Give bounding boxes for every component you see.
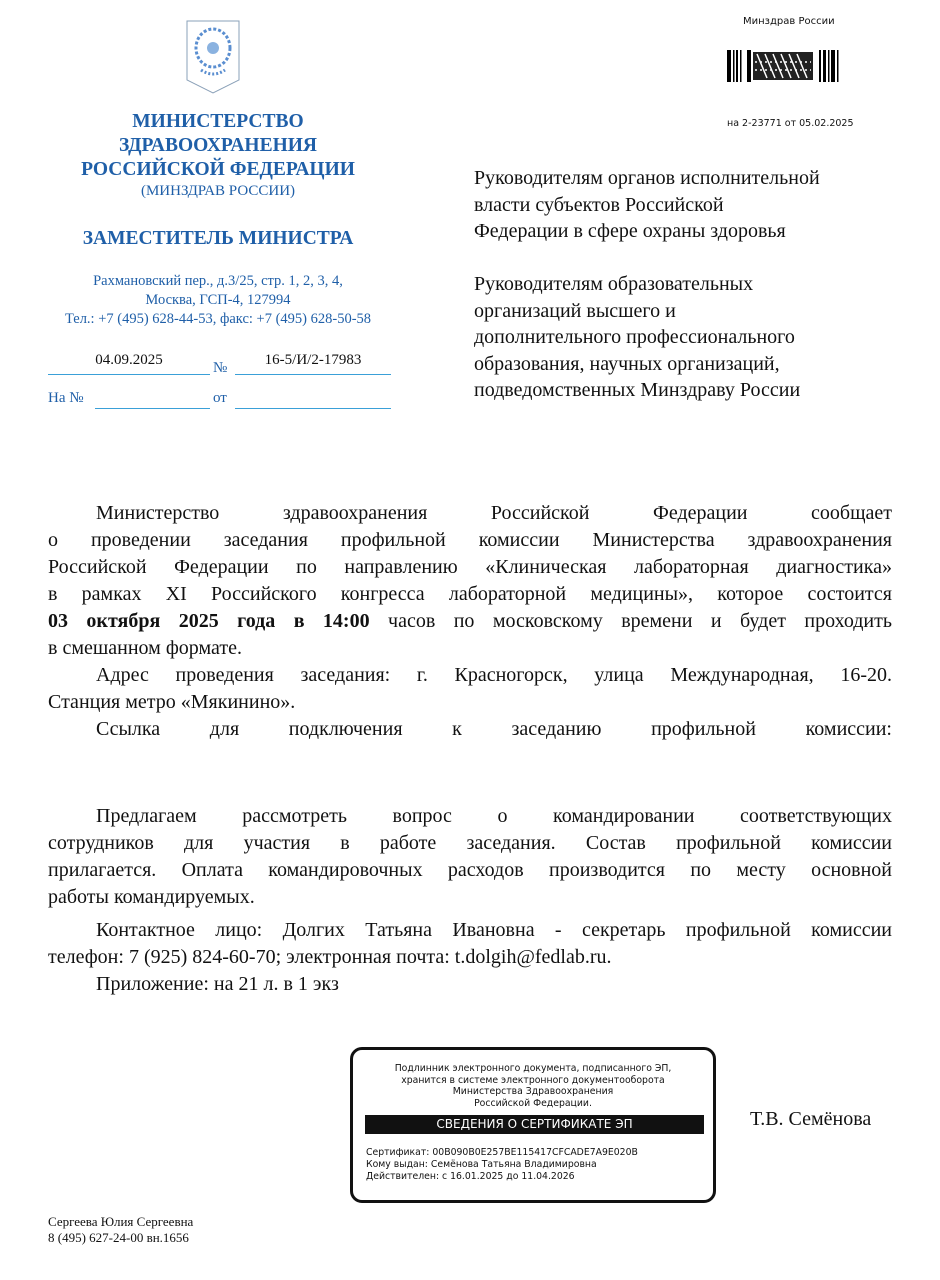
ref-number-label: На № (48, 390, 84, 406)
recipient-line: Руководителям образовательных (474, 273, 754, 295)
recipient-line: образования, научных организаций, (474, 352, 780, 375)
body-line: Министерство здравоохранения Российской Федерации сообщает (96, 502, 892, 524)
stamp-line: Подлинник электронного документа, подписанного ЭП, (394, 1063, 672, 1074)
body-line: Станция метро «Мякинино». (48, 691, 296, 713)
registration-ref: на 2-23771 от 05.02.2025 (727, 118, 854, 129)
ref-number-field (95, 386, 210, 409)
letter-body (48, 500, 892, 998)
stamp-line: хранится в системе электронного документооборота (401, 1074, 665, 1086)
body-line: Предлагаем рассмотреть вопрос о командировании соответствующих (96, 805, 892, 827)
certificate-owner: Кому выдан: Семёнова Татьяна Владимировна (366, 1159, 597, 1170)
stamp-title: СВЕДЕНИЯ О СЕРТИФИКАТЕ ЭП (365, 1115, 704, 1134)
recipient-block (474, 165, 914, 245)
executor-phone: 8 (495) 627-24-00 вн.1656 (48, 1230, 189, 1245)
body-line: прилагается. Оплата командировочных расходов производится по месту основной (48, 859, 892, 881)
body-line: Контактное лицо: Долгих Татьяна Ивановна - секретарь профильной комиссии (96, 919, 892, 941)
recipient-line: Федерации в сфере охраны здоровья (474, 220, 786, 242)
ministry-address (28, 272, 408, 329)
body-line: работы командируемых. (48, 886, 255, 908)
body-text: часов по московскому времени и будет проходить (369, 610, 892, 632)
body-line: Адрес проведения заседания: г. Красногорск, улица Международная, 16-20. (96, 664, 892, 686)
recipient-line: дополнительного профессионального (474, 326, 795, 348)
stamp-line: Министерства Здравоохранения (452, 1086, 614, 1097)
body-line: в смешанном формате. (48, 637, 242, 659)
stamp-line: Российской Федерации. (474, 1097, 592, 1109)
registration-org: Минздрав России (743, 16, 835, 27)
body-line: Российской Федерации по направлению «Клиническая лабораторная диагностика» (48, 556, 892, 578)
address-line: Рахмановский пер., д.3/25, стр. 1, 2, 3, 4, (93, 273, 343, 289)
ref-date-label: от (213, 390, 227, 406)
body-line: о проведении заседания профильной комиссии Министерства здравоохранения (48, 529, 892, 551)
recipient-line: организаций высшего и (474, 299, 676, 322)
recipient-line: подведомственных Минздраву России (474, 379, 801, 401)
attachment-note: Приложение: на 21 л. в 1 экз (96, 973, 339, 995)
body-line: телефон: 7 (925) 824-60-70; электронная почта: t.dolgih@fedlab.ru. (48, 946, 612, 968)
meeting-datetime: 03 октября 2025 года в 14:00 (48, 610, 370, 632)
address-line: Тел.: +7 (495) 628-44-53, факс: +7 (495) 628-50-58 (64, 311, 372, 327)
ministry-short-name: (МИНЗДРАВ РОССИИ) (140, 183, 296, 199)
ministry-name (48, 110, 388, 182)
certificate-validity: Действителен: с 16.01.2025 до 11.04.2026 (366, 1171, 575, 1182)
outgoing-date: 04.09.2025 (48, 352, 210, 375)
position-title: ЗАМЕСТИТЕЛЬ МИНИСТРА (82, 228, 354, 249)
address-line: Москва, ГСП-4, 127994 (145, 292, 291, 308)
number-label: № (213, 360, 228, 376)
recipient-line: Руководителям органов исполнительной (474, 167, 820, 189)
signer-name: Т.В. Семёнова (750, 1108, 872, 1130)
ministry-name-line: МИНИСТЕРСТВО (132, 111, 304, 132)
executor-name: Сергеева Юлия Сергеевна (48, 1214, 194, 1229)
russian-coat-of-arms-icon (186, 20, 240, 94)
redacted-link-area (48, 743, 892, 803)
body-line: в рамках XI Российского конгресса лабораторной медицины», которое состоится (48, 583, 892, 605)
ministry-name-line: ЗДРАВООХРАНЕНИЯ (118, 135, 317, 156)
body-line: Ссылка для подключения к заседанию профильной комиссии: (96, 718, 892, 740)
e-signature-stamp (350, 1047, 716, 1203)
executor-info (48, 1214, 193, 1246)
recipient-line: власти субъектов Российской (474, 193, 724, 216)
barcode-icon (727, 50, 845, 82)
ministry-name-line: РОССИЙСКОЙ ФЕДЕРАЦИИ (81, 159, 355, 180)
certificate-number: Сертификат: 00B090B0E257BE115417CFCADE7A9E020B (366, 1147, 638, 1158)
recipient-block (474, 271, 914, 404)
ref-date-field (235, 386, 391, 409)
body-line: сотрудников для участия в работе заседания. Состав профильной комиссии (48, 832, 892, 854)
body-line (48, 608, 892, 635)
outgoing-number: 16-5/И/2-17983 (235, 352, 391, 375)
